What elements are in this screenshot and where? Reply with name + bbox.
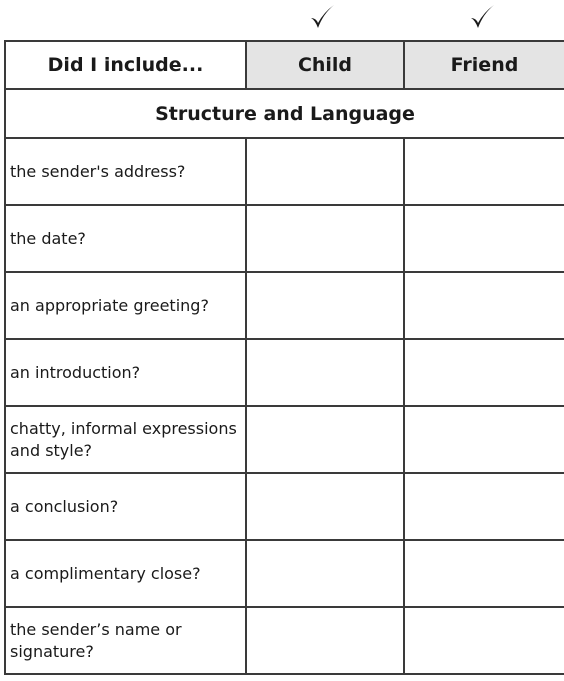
table-row [5,272,564,339]
section-title: Structure and Language [5,89,564,138]
section-row [5,89,564,138]
checklist-question: an appropriate greeting? [5,272,246,339]
checklist-question: chatty, informal expressions and style? [5,406,246,473]
friend-checkmark-icon [468,2,496,32]
friend-check-cell[interactable] [404,339,564,406]
child-checkmark-icon [308,2,336,32]
table-row [5,339,564,406]
friend-check-cell[interactable] [404,138,564,205]
child-check-cell[interactable] [246,406,404,473]
checklist-question: the date? [5,205,246,272]
child-check-cell[interactable] [246,272,404,339]
checklist-question: an introduction? [5,339,246,406]
friend-check-cell[interactable] [404,272,564,339]
friend-check-cell[interactable] [404,406,564,473]
checklist-question: a conclusion? [5,473,246,540]
table-row [5,406,564,473]
child-check-cell[interactable] [246,138,404,205]
child-check-cell[interactable] [246,540,404,607]
checklist-question: a complimentary close? [5,540,246,607]
friend-check-cell[interactable] [404,607,564,674]
table-row [5,607,564,674]
question-column-header: Did I include... [5,41,246,89]
friend-check-cell[interactable] [404,540,564,607]
child-column-header: Child [246,41,404,89]
friend-check-cell[interactable] [404,205,564,272]
table-row [5,473,564,540]
checklist-question: the sender's address? [5,138,246,205]
table-row [5,205,564,272]
checklist-question: the sender’s name or signature? [5,607,246,674]
header-row [5,41,564,89]
table-row [5,138,564,205]
friend-column-header: Friend [404,41,564,89]
table-row [5,540,564,607]
child-check-cell[interactable] [246,607,404,674]
child-check-cell[interactable] [246,339,404,406]
child-check-cell[interactable] [246,205,404,272]
child-check-cell[interactable] [246,473,404,540]
self-assessment-checklist [4,40,564,675]
friend-check-cell[interactable] [404,473,564,540]
